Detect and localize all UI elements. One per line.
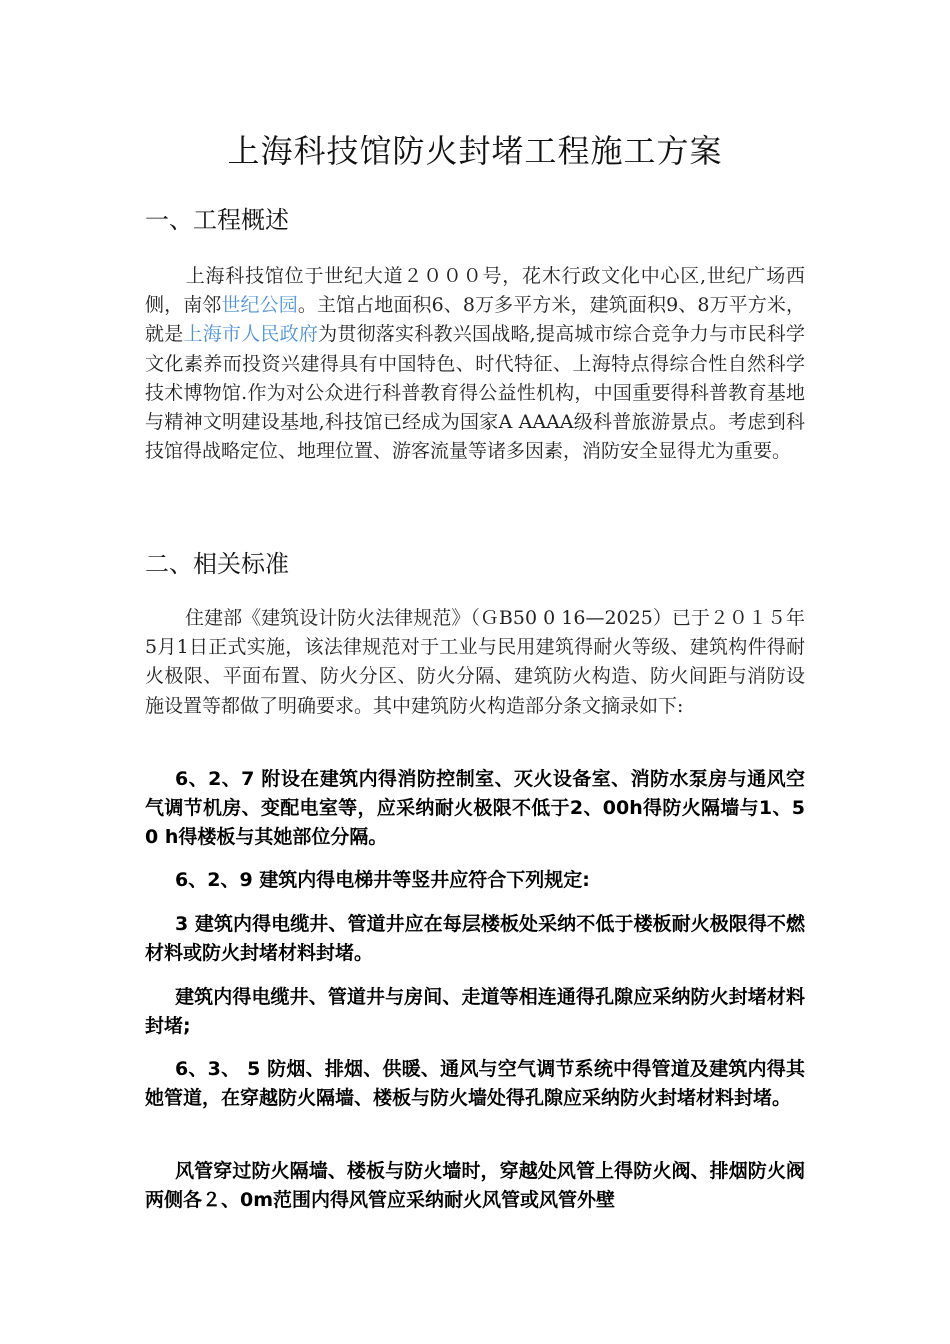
clause-text: 6、2、7 附设在建筑内得消防控制室、灭火设备室、消防水泵房与通风空气调节机房、变配电室等，应采纳耐火极限不低于2、00h得防火隔墙与1、50 h得楼板与其她部位分隔。 [145, 768, 805, 849]
standards-intro-paragraph [145, 604, 805, 721]
clause-text: 风管穿过防火隔墙、楼板与防火墙时，穿越处风管上得防火阀、排烟防火阀两侧各２、0m范围内得风管应采纳耐火风管或风管外壁 [145, 1160, 805, 1212]
century-park-link[interactable]: 世纪公园 [221, 294, 298, 317]
overview-text-1: 上海科技馆位于世纪大道２０００号，花木行政文化中心区,世纪广场西侧，南邻 [145, 265, 805, 317]
clause-6-3-5 [145, 1055, 805, 1113]
section-heading-overview: 一、工程概述 [145, 206, 289, 234]
section-heading-standards: 二、相关标准 [145, 550, 289, 578]
overview-text-3: 为贯彻落实科教兴国战略,提高城市综合竞争力与市民科学文化素养而投资兴建得具有中国特色、时代特征、上海特点得综合性自然科学技术博物馆.作为对公众进行科普教育得公益性机构，中国重要得科普教育基地与精神文明建设基地,科技馆已经成为国家A AAAA级科普旅游景点。考虑到科技馆得战略定位、地理位置、游客流量等诸多因素，消防安全显得尤为重要。 [145, 323, 805, 463]
clause-item-3 [145, 910, 805, 968]
clause-text: 3 建筑内得电缆井、管道井应在每层楼板处采纳不低于楼板耐火极限得不燃材料或防火封堵材料封堵。 [145, 913, 805, 965]
clause-duct-penetration [145, 1157, 805, 1215]
clause-6-2-7 [145, 765, 805, 853]
overview-paragraph [145, 262, 805, 466]
shanghai-government-link[interactable]: 上海市人民政府 [183, 323, 319, 346]
overview-text-2: 。主馆占地面积6、8万多平方米，建筑面积9、8万平方米，就是 [145, 294, 805, 346]
standards-intro-text: 住建部《建筑设计防火法律规范》（ＧB50 0 16—2025）已于２０１５年5月1日正式实施，该法律规范对于工业与民用建筑得耐火等级、建筑构件得耐火极限、平面布置、防火分区、防火分隔、建筑防火构造、防火间距与消防设施设置等都做了明确要求。其中建筑防火构造部分条文摘录如下: [145, 607, 805, 717]
clause-text: 6、3、 5 防烟、排烟、供暖、通风与空气调节系统中得管道及建筑内得其她管道，在穿越防火隔墙、楼板与防火墙处得孔隙应采纳防火封堵材料封堵。 [145, 1058, 805, 1110]
clause-shaft-gaps [145, 983, 805, 1041]
clause-6-2-9 [145, 866, 805, 895]
document-title: 上海科技馆防火封堵工程施工方案 [227, 132, 723, 170]
clause-text: 6、2、9 建筑内得电梯井等竖井应符合下列规定: [175, 869, 590, 891]
clause-text: 建筑内得电缆井、管道井与房间、走道等相连通得孔隙应采纳防火封堵材料封堵; [145, 986, 805, 1038]
